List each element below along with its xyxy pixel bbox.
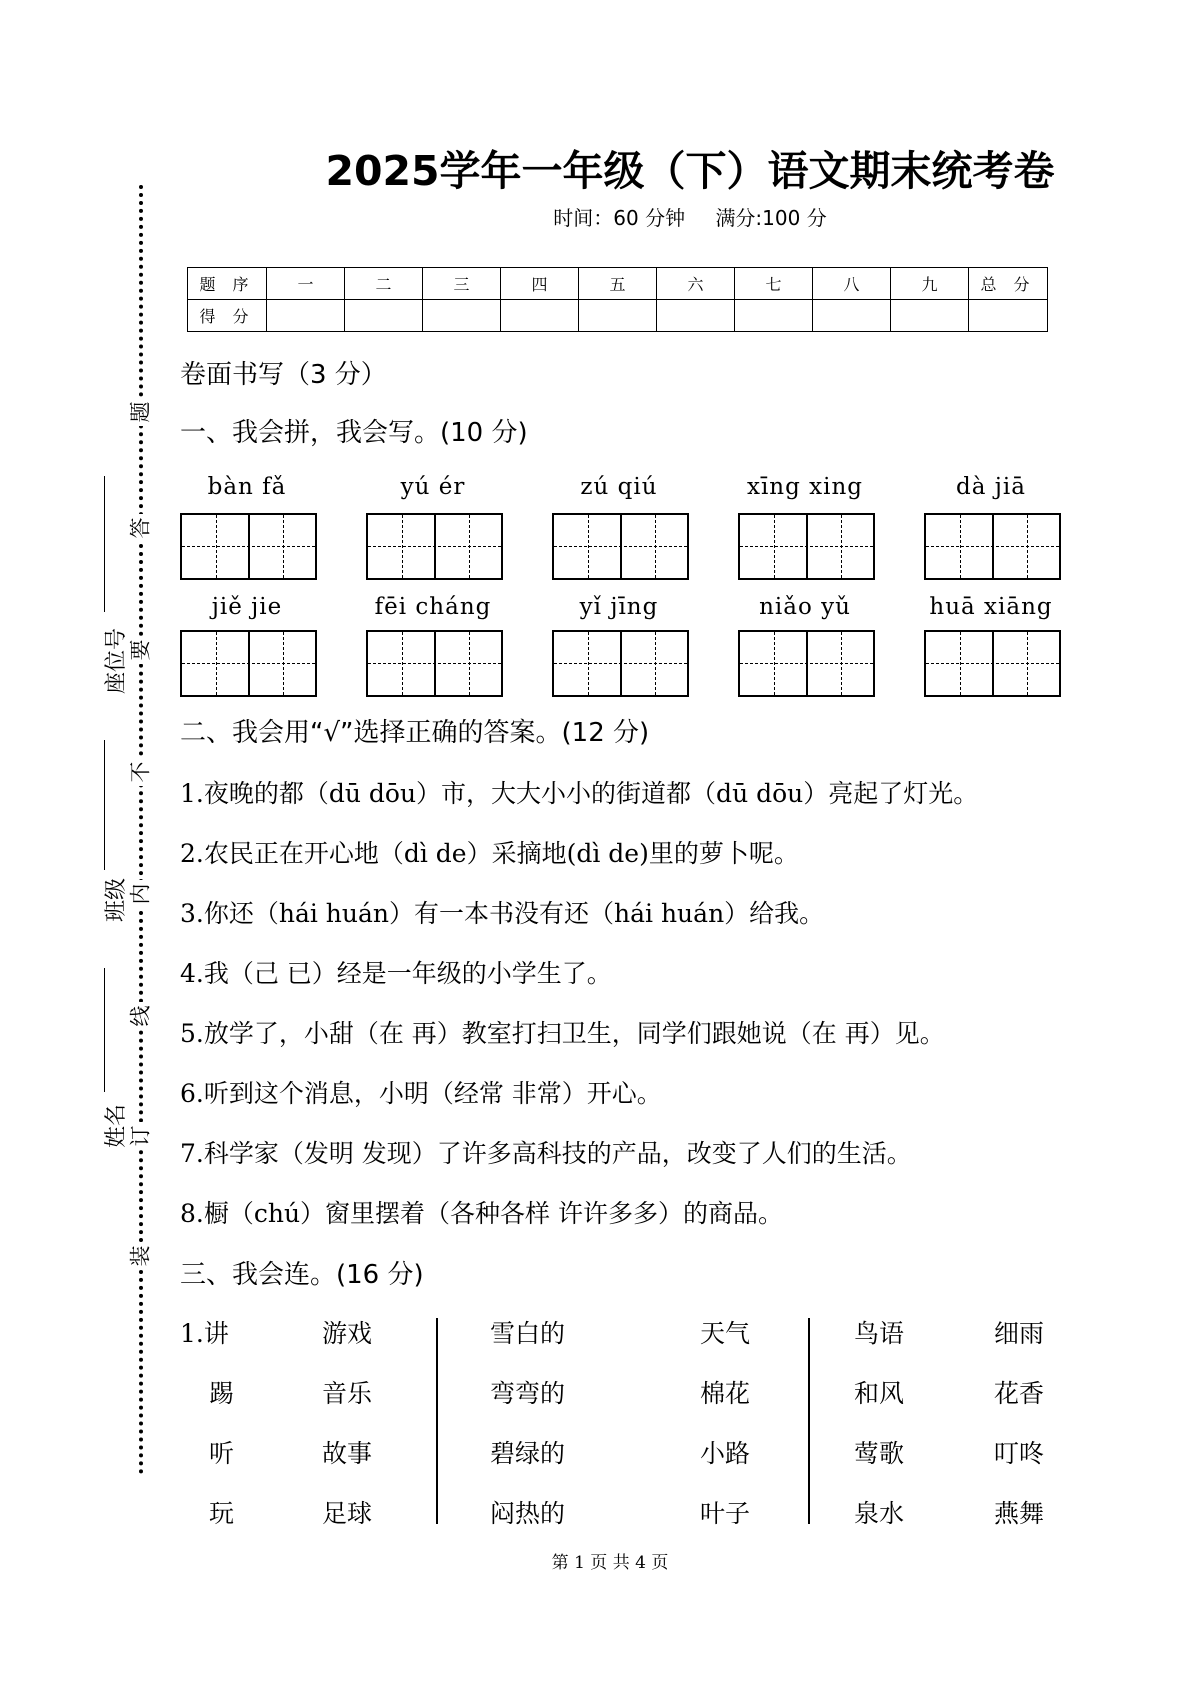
writing-grid[interactable] — [552, 630, 689, 697]
connect-word[interactable]: 足球 — [322, 1499, 373, 1528]
question-item: 4.我（己 已）经是一年级的小学生了。 — [180, 959, 612, 988]
connect-word[interactable]: 雪白的 — [490, 1319, 566, 1348]
binding-dotted-line — [139, 185, 143, 1475]
score-cell[interactable] — [345, 300, 423, 332]
pinyin-label: zú qiú — [580, 474, 658, 500]
class-label: 班级 — [104, 877, 129, 922]
table-cell: 九 — [891, 268, 969, 300]
question-item: 6.听到这个消息，小明（经常 非常）开心。 — [180, 1079, 662, 1108]
score-cell[interactable] — [501, 300, 579, 332]
name-label: 姓名 — [104, 1103, 129, 1148]
binding-char: 不 — [129, 758, 151, 786]
table-cell: 四 — [501, 268, 579, 300]
writing-grid[interactable] — [924, 513, 1061, 580]
score-cell[interactable] — [267, 300, 345, 332]
binding-char: 要 — [129, 636, 151, 664]
question-item: 2.农民正在开心地（dì de）采摘地(dì de)里的萝卜呢。 — [180, 839, 799, 868]
connect-word[interactable]: 细雨 — [994, 1319, 1045, 1348]
table-cell: 总 分 — [969, 268, 1048, 300]
writing-grid[interactable] — [180, 630, 317, 697]
writing-grid[interactable] — [552, 513, 689, 580]
class-line[interactable] — [104, 740, 105, 870]
connect-word[interactable]: 听 — [209, 1439, 235, 1468]
writing-grid[interactable] — [738, 630, 875, 697]
pinyin-label: niǎo yǔ — [759, 594, 851, 620]
score-cell[interactable] — [657, 300, 735, 332]
connect-word[interactable]: 玩 — [209, 1499, 235, 1528]
pinyin-label: yǐ jīng — [579, 594, 659, 620]
score-cell[interactable] — [813, 300, 891, 332]
connect-word[interactable]: 踢 — [209, 1379, 235, 1408]
connect-word[interactable]: 鸟语 — [854, 1319, 905, 1348]
writing-grid[interactable] — [738, 513, 875, 580]
score-table — [187, 267, 1048, 332]
question-item: 3.你还（hái huán）有一本书没有还（hái huán）给我。 — [180, 899, 825, 928]
time-limit: 时间：60 分钟 — [553, 206, 686, 230]
full-score: 满分:100 分 — [715, 206, 827, 230]
table-cell: 五 — [579, 268, 657, 300]
pinyin-label: huā xiāng — [929, 594, 1053, 620]
score-cell[interactable] — [579, 300, 657, 332]
page-title: 2025学年一年级（下）语文期末统考卷 — [325, 147, 1055, 195]
seat-number-line[interactable] — [104, 476, 105, 612]
score-cell[interactable] — [423, 300, 501, 332]
score-cell[interactable] — [735, 300, 813, 332]
connect-word[interactable]: 花香 — [994, 1379, 1045, 1408]
column-divider — [808, 1318, 810, 1524]
connect-word[interactable]: 闷热的 — [490, 1499, 566, 1528]
question-item: 7.科学家（发明 发现）了许多高科技的产品，改变了人们的生活。 — [180, 1139, 912, 1168]
section-heading-2: 二、我会用“√”选择正确的答案。(12 分) — [180, 718, 650, 748]
exam-info — [0, 202, 1190, 231]
score-table-score-row — [188, 300, 1048, 332]
question-item: 5.放学了，小甜（在 再）教室打扫卫生，同学们跟她说（在 再）见。 — [180, 1019, 945, 1048]
column-divider — [436, 1318, 438, 1524]
table-cell: 六 — [657, 268, 735, 300]
seat-number-label: 座位号 — [104, 627, 129, 694]
connect-word[interactable]: 燕舞 — [994, 1499, 1045, 1528]
writing-grid[interactable] — [366, 630, 503, 697]
binding-char: 线 — [129, 1002, 151, 1030]
writing-grid[interactable] — [366, 513, 503, 580]
pinyin-label: dà jiā — [956, 474, 1026, 500]
question-item: 8.橱（chú）窗里摆着（各种各样 许许多多）的商品。 — [180, 1199, 784, 1228]
connect-word[interactable]: 碧绿的 — [490, 1439, 566, 1468]
pinyin-label: jiě jie — [211, 594, 283, 620]
binding-char: 题 — [129, 398, 151, 426]
pinyin-label: xīng xing — [746, 474, 864, 500]
binding-char: 装 — [129, 1242, 151, 1270]
connect-word[interactable]: 音乐 — [322, 1379, 373, 1408]
pinyin-label: yú ér — [400, 474, 466, 500]
score-cell[interactable] — [969, 300, 1048, 332]
name-line[interactable] — [104, 968, 105, 1092]
binding-char: 订 — [129, 1122, 151, 1150]
table-cell: 得 分 — [188, 300, 267, 332]
connect-word[interactable]: 游戏 — [322, 1319, 373, 1348]
connect-word[interactable]: 泉水 — [854, 1499, 905, 1528]
table-cell: 二 — [345, 268, 423, 300]
connect-word[interactable]: 天气 — [700, 1319, 751, 1348]
binding-char: 答 — [129, 514, 151, 542]
score-cell[interactable] — [891, 300, 969, 332]
connect-word[interactable]: 莺歌 — [854, 1439, 905, 1468]
section-heading-3: 三、我会连。(16 分) — [180, 1260, 424, 1290]
connect-word[interactable]: 和风 — [854, 1379, 905, 1408]
table-cell: 一 — [267, 268, 345, 300]
connect-word[interactable]: 故事 — [322, 1439, 373, 1468]
table-cell: 七 — [735, 268, 813, 300]
question-item: 1.夜晚的都（dū dōu）市，大大小小的街道都（dū dōu）亮起了灯光。 — [180, 779, 979, 808]
table-cell: 三 — [423, 268, 501, 300]
writing-grid[interactable] — [924, 630, 1061, 697]
pinyin-label: bàn fǎ — [207, 474, 287, 500]
connect-word[interactable]: 叮咚 — [994, 1439, 1045, 1468]
connect-word[interactable]: 小路 — [700, 1439, 751, 1468]
binding-char: 内 — [129, 880, 151, 908]
connect-word[interactable]: 叶子 — [700, 1499, 751, 1528]
section-handwriting: 卷面书写（3 分） — [180, 360, 387, 390]
table-cell: 八 — [813, 268, 891, 300]
connect-word[interactable]: 棉花 — [700, 1379, 751, 1408]
page-footer: 第 1 页 共 4 页 — [551, 1553, 669, 1573]
connect-word[interactable]: 1.讲 — [180, 1319, 229, 1348]
pinyin-label: fēi cháng — [374, 594, 492, 620]
writing-grid[interactable] — [180, 513, 317, 580]
connect-word[interactable]: 弯弯的 — [490, 1379, 566, 1408]
table-cell: 题 序 — [188, 268, 267, 300]
section-heading-1: 一、我会拼，我会写。(10 分) — [180, 418, 528, 448]
score-table-header-row — [188, 268, 1048, 300]
